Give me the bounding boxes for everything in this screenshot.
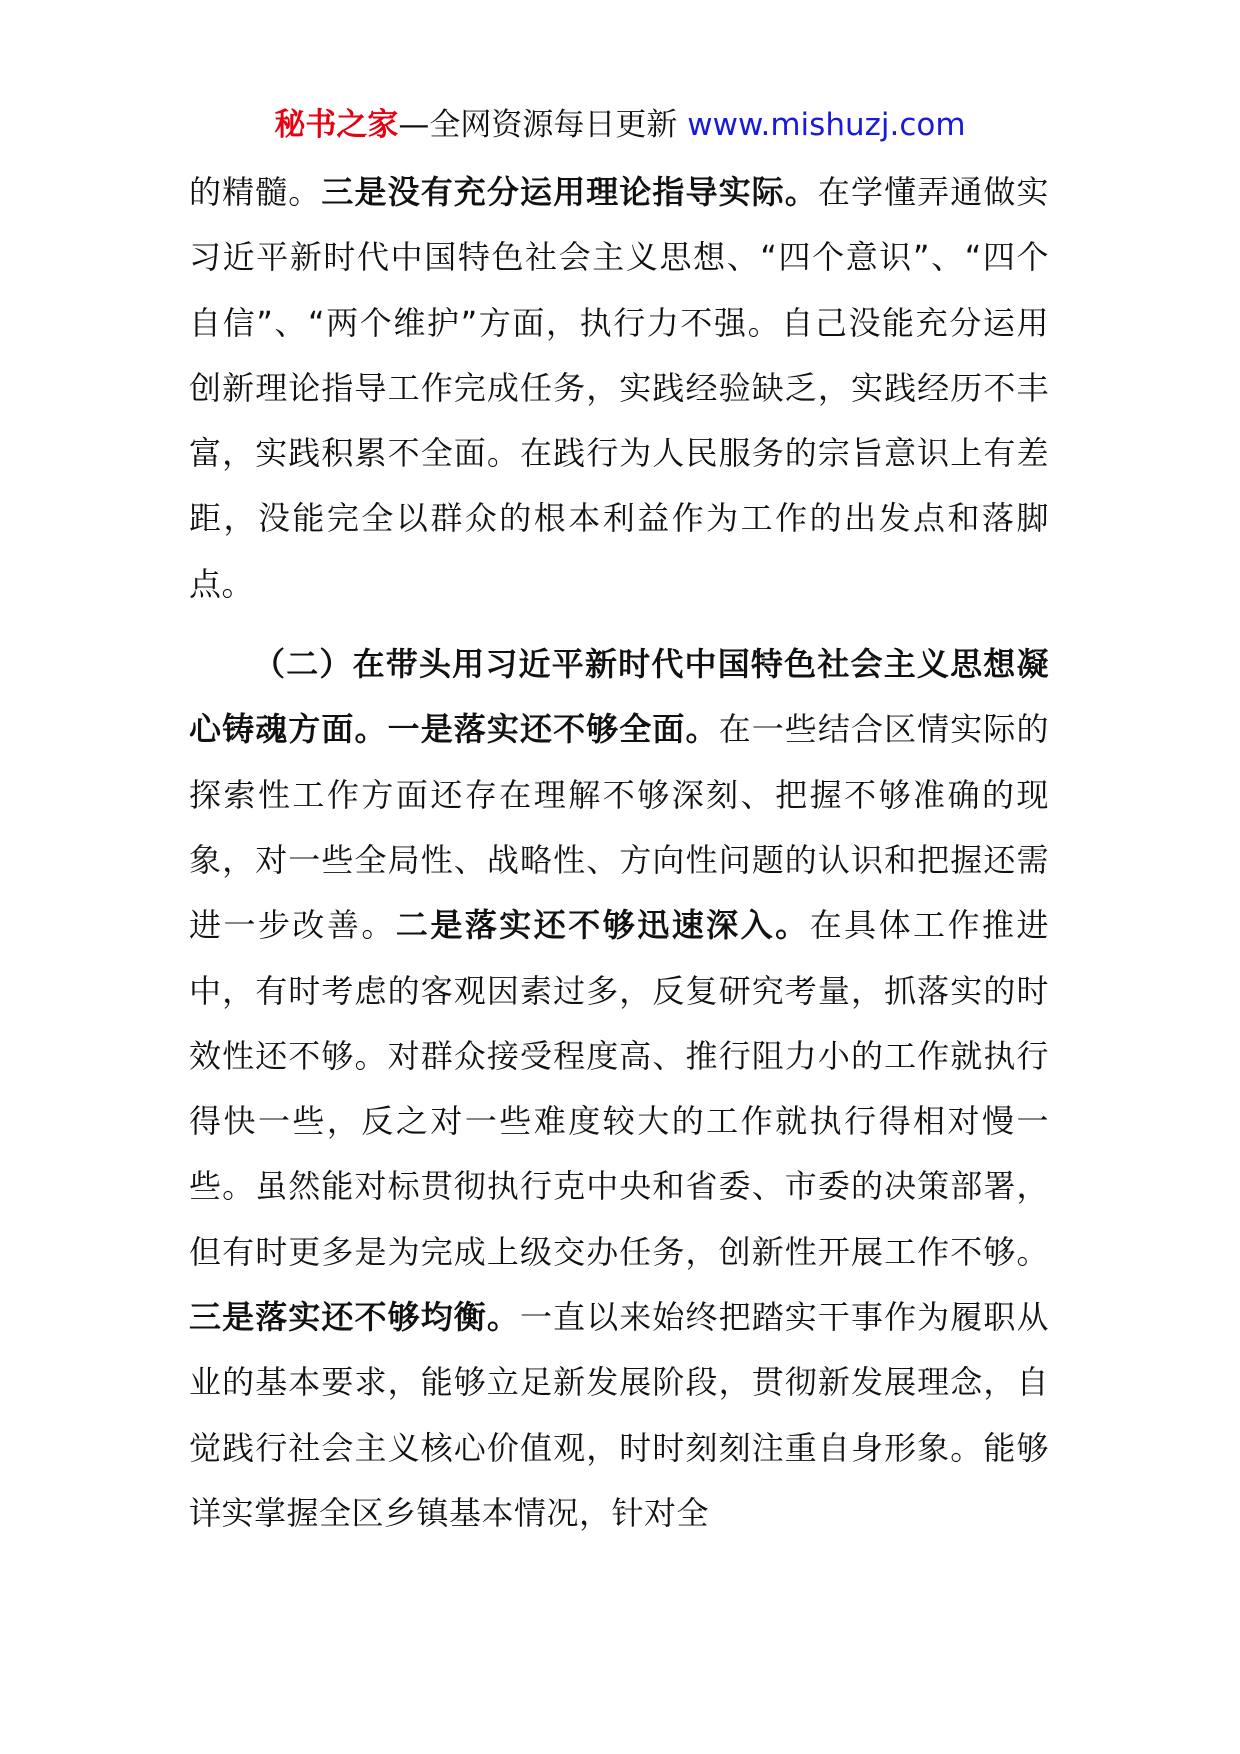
paragraph-continued (189, 160, 1049, 617)
section-paragraph (189, 632, 1049, 1546)
site-url-link[interactable]: www.mishuzj.com (687, 107, 966, 143)
header-tagline: —全网资源每日更新 (398, 107, 678, 143)
bold-point-heading: 三是没有充分运用理论指导实际。 (321, 173, 818, 211)
paragraph-text: 在一些结合区情实际的探索性工作方面还存在理解不够深刻、把握不够准确的现象，对一些全局性、战略性、方向性问题的认识和把握还需进一步改善。 (189, 710, 1049, 945)
section-heading: （二）在带头用习近平新时代中国特色社会主义思想凝心铸魂方面。一是落实还不够全面。 (189, 645, 1049, 749)
site-header (0, 100, 1240, 150)
paragraph-text: 在具体工作推进中，有时考虑的客观因素过多，反复研究考量，抓落实的时效性还不够。对群众接受程度高、推行阻力小的工作就执行得快一些，反之对一些难度较大的工作就执行得相对慢一些。虽然能对标贯彻执行克中央和省委、市委的决策部署，但有时更多是为完成上级交办任务，创新性开展工作不够。 (189, 906, 1049, 1271)
paragraph-text: 的精髓。 (189, 173, 322, 211)
bold-point-heading: 三是落实还不够均衡。 (189, 1298, 520, 1337)
paragraph-text: 一直以来始终把踏实干事作为履职从业的基本要求，能够立足新发展阶段，贯彻新发展理念，自觉践行社会主义核心价值观，时时刻刻注重自身形象。能够详实掌握全区乡镇基本情况，针对全 (189, 1298, 1049, 1532)
paragraph-text: 在学懂弄通做实习近平新时代中国特色社会主义思想、“四个意识”、“四个自信”、“两个维护”方面，执行力不强。自己没能充分运用创新理论指导工作完成任务，实践经验缺乏，实践经历不丰富，实践积累不全面。在践行为人民服务的宗旨意识上有差距，没能完全以群众的根本利益作为工作的出发点和落脚点。 (189, 173, 1049, 603)
document-body (189, 160, 1049, 1546)
brand-name: 秘书之家 (274, 107, 399, 143)
bold-point-heading: 二是落实还不够迅速深入。 (395, 906, 810, 945)
